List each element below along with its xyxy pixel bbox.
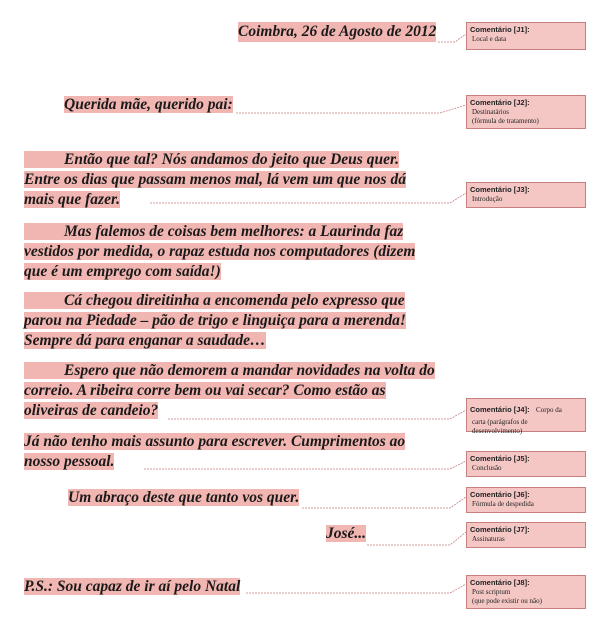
letter-date: Coimbra, 26 de Agosto de 2012	[238, 23, 437, 40]
letter-postscript: P.S.: Sou capaz de ir aí pelo Natal	[24, 578, 241, 595]
comment-text: desenvolvimento)	[472, 427, 523, 435]
comment-text: Introdução	[472, 195, 503, 203]
body-paragraph-3: Espero que não demorem a mandar novidades na volta do correio. A ribeira corre bem ou vai secar? Como estão as oliveiras de candeio?	[24, 362, 435, 419]
comment-box-j2[interactable]	[466, 95, 586, 129]
comment-title: Comentário [J1]:	[470, 25, 530, 34]
comment-title: Comentário [J5]:	[470, 454, 530, 463]
comment-text: Post scriptum	[472, 588, 511, 596]
body-paragraph-1: Mas falemos de coisas bem melhores: a Laurinda faz vestidos por medida, o rapaz estuda nos computadores (dizem que é um emprego com saída!)	[24, 223, 416, 280]
letter-greeting: Querida mãe, querido pai:	[64, 96, 233, 113]
comment-text: Conclusão	[472, 464, 502, 472]
conclusion-paragraph: Já não tenho mais assunto para escrever. Cumprimentos ao nosso pessoal.	[24, 433, 406, 470]
comment-text: Local e data	[472, 35, 507, 43]
comment-title: Comentário [J8]:	[470, 578, 530, 587]
body-paragraph-2: Cá chegou direitinha a encomenda pelo expresso que parou na Piedade – pão de trigo e linguiça para a merenda! Sempre dá para enganar a saudade…	[24, 292, 406, 349]
letter-farewell: Um abraço deste que tanto vos quer.	[68, 489, 300, 506]
comment-box-j4[interactable]	[466, 398, 586, 435]
comment-text: Assinaturas	[472, 535, 505, 543]
comment-text: Corpo da	[536, 406, 562, 414]
comment-title: Comentário [J4]:	[470, 405, 530, 414]
comment-box-j8[interactable]	[466, 575, 586, 609]
letter-signature: José...	[326, 525, 367, 542]
comment-box-j1[interactable]	[466, 22, 586, 50]
comment-box-j7[interactable]	[466, 522, 586, 548]
comment-box-j3[interactable]	[466, 182, 586, 208]
comment-title: Comentário [J3]:	[470, 185, 530, 194]
comment-title: Comentário [J7]:	[470, 525, 530, 534]
comment-text: carta (parágrafos de	[472, 418, 528, 426]
comment-text: (fórmula de tratamento)	[472, 117, 539, 125]
comment-text: (que pode existir ou não)	[472, 597, 542, 605]
intro-paragraph: Então que tal? Nós andamos do jeito que Deus quer. Entre os dias que passam menos mal, lá vem um que nos dá mais que fazer.	[24, 151, 406, 208]
comment-box-j6[interactable]	[466, 487, 586, 513]
comment-text: Fórmula de despedida	[472, 500, 534, 508]
comment-box-j5[interactable]	[466, 451, 586, 477]
comment-title: Comentário [J6]:	[470, 490, 530, 499]
comment-text: Destinatários	[472, 108, 509, 116]
comment-title: Comentário [J2]:	[470, 98, 530, 107]
